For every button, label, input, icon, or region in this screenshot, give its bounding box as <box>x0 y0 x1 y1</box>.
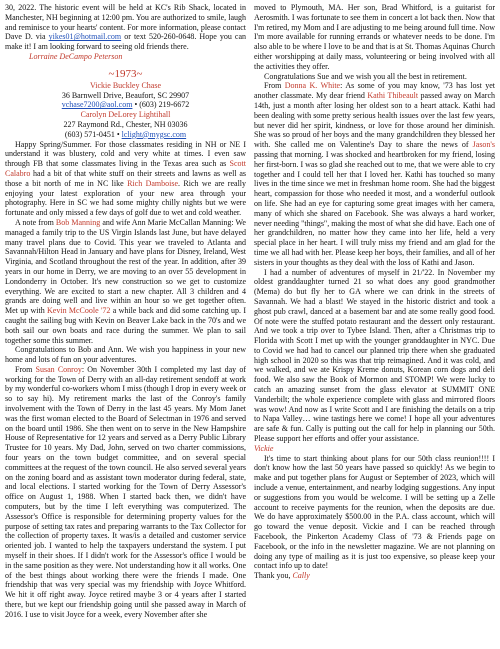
white-paragraph: From Donna K. White: As some of you may know, '73 has lost yet another classmate. My dear friend Kathi Thibeault passed away on March 14th, just a month after losing her oldest son to a heart attack. Kathi had been dealing with some pretty serious health issues over the last few years, but never did her spirit, kindness, or love for those around her diminish. She was so proud of her boys and the many grandchildren they blessed her with. She called me on Valentine's Day to share the news of Jason's passing that morning. I was shocked and heartbroken for my friend, losing her first-born. I was so glad she reached out to me, that we were able to cry together and I could tell her that I loved her. Kathi has touched so many lives in the time since we met in freshman home room. She had the biggest heart, compassion for those who needed it most, and a wonderful outlook on life. She had an eye for capturing some great images with her camera, many of which she shared on Facebook. She was always a hard worker, never needing "things", making the most of what she did have. Each one of her grandchildren, no matter how they came into her life, held a very special place in her heart. I will truly miss my friend and am glad for the time we all had with her. Please keep her boys, their families, and all of her sisters in your thoughts as they deal with the loss of Kathi and Jason. <box>254 81 495 267</box>
classmate-name-rich: Rich Damboise <box>127 178 179 188</box>
conroy-paragraph: From Susan Conroy: On November 30th I completed my last day of working for the Town of Derry with an all-day retirement sendoff at work by my wonderful co-workers whom I miss (though I drop in every week or so to say hi). My retirement marks the last of the Conroy's family involvement with the Town of Derry in the last 45 years. My Mom Janet was the first woman elected to the Board of Selectman in 1976 and served on the board until 1986. She then went on to serve in the New Hampshire House of Representative for 12 years and served as a Derry Public Library Trustee for 10 years. My Dad, John, served on two charter commissions, four years on the town budget committee, and on several special committees at the request of the town council. He also served several years on the zoning board and as assistant town moderator during federal, state, and local elections. I started working for the Town of Derry Assessor's office on August 1, 1988. When I started back then, we didn't have computers, but by the time I left everything was computerized. The Assessor's Office is responsible for determining property values for the purpose of setting tax rates and preparing warrants to the Tax Collector for the collection of property taxes. It was/is a detailed and customer service oriented job. I wanted to help the taxpayers understand the system. I put myself in their shoes. If I didn't work for the Assessor's office I would be in the same position as they were. Not understanding how it all works. One of the best things about working there were the friends I made. One friendship that was very special was my friendship with Joyce Whitford. We hit it off right away. Joyce retired maybe 3 or 4 years after I started there, but we kept our friendship going until she passed away in March of 2016. I use to visit Joyce for a week, every November after she <box>5 364 246 619</box>
name-jason: Jason's <box>472 140 495 150</box>
classmate-name-kevin: Kevin McCoole '72 <box>47 306 111 316</box>
classmate-name-susan: Susan Conroy <box>35 364 82 374</box>
classmate-name-donna: Donna K. White <box>284 81 341 91</box>
contact-line-vickie: vchase7200@aol.com • (603) 219-6672 <box>61 100 190 110</box>
contact-address-carolyn: 227 Raymond Rd., Chester, NH 03036 <box>63 119 188 129</box>
signature-lorraine: Lorraine DeCampo Peterson <box>29 51 123 61</box>
adventures-paragraph: I had a number of adventures of myself in 21/'22. In November my oldest granddaughter turned 21 so what does any good grandmother (Mema) do but fly her to GA where we can drink in the streets of Savannah. We had a blast! We stayed in the historic district and took a ghost pub crawl, danced at a basement bar and ate some really good food. Of note were the stuffed potato restaurant and the dessert only restaurant. And we took a trip over to Tybee Island. Then, after a Christmas trip to Florida with Scott I met up with the younger granddaughter in NYC. Due to Covid we had had to cancel our planned trip there when she graduated high school in 2020 so this was that trip reimagined. And it was cold, and we walked, and we ate Krispy Kreme donuts, Korean corn dogs and deli food. We also saw the Book of Mormon and STOMP! We were lucky to catch an amazing sunset from the glass elevator at SUMMIT ONE Vanderbilt; the whole experience complete with glass and mirrored floors was wow! And now as I write Scott and I are finishing the details on a trip to Napa Valley… wine tastings here we come! I hope all your adventures are safe & fun. Cally is putting out the call for help in planning our 50th. Please support her efforts and offer your assistance. <box>254 267 495 444</box>
thanks-line: Thank you, Cally <box>254 571 310 581</box>
reunion-paragraph: It's time to start thinking about plans for our 50th class reunion!!!! I don't know how the last 50 years have passed so quickly! As we begin to make and put together plans for August or September of 2023, which will include a venue, entertainment, and nearby lodging suggestions. Any input or suggestions from you would be welcome. I will be setting up a Zelle account to receive payments for the reunion, when the deposits are due. We do have approximately $500.00 in the P.A. class account, which will go toward the venue deposit. Vickie and I can be reached through Facebook, the Pinkerton Academy Class of '73 & Friends page on Facebook, or the info in the newsletter magazine. We are not planning on doing any type of mailing as it is just too expensive, so please keep your contact info up to date! <box>254 453 495 571</box>
email-link-carolyn[interactable]: lclight@mygsc.com <box>121 129 187 139</box>
spring-summer-paragraph: Happy Spring/Summer. For those classmates residing in NH or NE I understand it was blustery, cold and very white at times. I even saw through FB that some classmates living in the Texas area such as Scott Calabro had a bit of that white stuff on their streets and lawns as well as those a bit north of me in NC like Rich Damboise. Rich we are really enjoying your latest exploration of your new area through your photography. Here in SC we had some mighty chilly nights but we were fortunate and only missed a few days of golf due to wet and cold weather. <box>5 139 247 218</box>
contact-name-vickie: Vickie Buckley Chase <box>89 80 162 90</box>
signature-cally: Cally <box>292 571 310 581</box>
email-link-dave[interactable]: yikes01@hotmail.com <box>48 32 122 42</box>
contact-address-vickie: 36 Barnwell Drive, Beaufort, SC 29907 <box>61 90 190 100</box>
congrats-sue-paragraph: Congratulations Sue and we wish you all the best in retirement. <box>264 71 467 81</box>
contact-name-carolyn: Carolyn DeLorey Lightihall <box>80 110 171 120</box>
signature-vickie: Vickie <box>254 443 274 453</box>
classmate-name-bob: Bob Manning <box>55 217 101 227</box>
left-column <box>5 3 246 649</box>
classmate-name-kathi: Kathi Thibeault <box>367 91 419 101</box>
classmate-name-scott: Scott Calabro <box>5 159 246 178</box>
lorraine-paragraph: 30, 2022. The historic event will be held at KC's Rib Shack, located in Manchester, NH beginning at 12:00 pm. You are authorized to smile, laugh and reminisce to your hearts' content. For more information, please contact Dave D. via yikes01@hotmail.com or text 520-260-0648. Hope you can make it! I am looking forward to seeing old friends there. <box>5 3 246 52</box>
conroy-continued-paragraph: moved to Plymouth, MA. Her son, Brad Whitford, is a guitarist for Aerosmith. I was fortunate to see them in concert a lot back then. Now that I'm retired, my Mom and I are adjusting to me being around full time. Now I'm more available for running errands or whatever needs to be done. I'm also able to be where I love to be and that is at St. Thomas Aquinas Church either worshipping at daily mass, volunteering or being involved with all the activities they offer. <box>254 3 495 71</box>
manning-paragraph: A note from Bob Manning and wife Ann Marie McCallan Manning: We managed a family trip to the US Virgin Islands last June, but have delayed many travel plans due to Covid. This year we traveled to Atlanta and Savannah/Hilton Head in January and have plans for Disney, Ireland, West Virginia, and Scotland throughout the rest of the year. In addition, after 39 years in our home in Derry, we are moving to an over 55 development in Londonderry in October. It's new construction so we get to customize everything. We are excited to start a new chapter. All 3 children and 4 grands are doing well and live within an hour so we get together often. Met up with Kevin McCoole '72 a while back and did some catching up. I caught the sailing bug with Kevin on Beaver Lake back in the 70's and we both sail our own boats and race during the summer. We plan to sail together some this summer. <box>5 217 246 345</box>
email-link-vickie[interactable]: vchase7200@aol.com <box>61 100 133 110</box>
right-column <box>254 3 495 649</box>
congrats-bob-paragraph: Congratulations to Bob and Ann. We wish you happiness in your new home and lots of fun on your adventures. <box>5 345 246 365</box>
contact-line-carolyn: (603) 571-0451 • lclight@mygsc.com <box>64 129 187 139</box>
class-year-heading: ~1973~ <box>108 67 143 80</box>
